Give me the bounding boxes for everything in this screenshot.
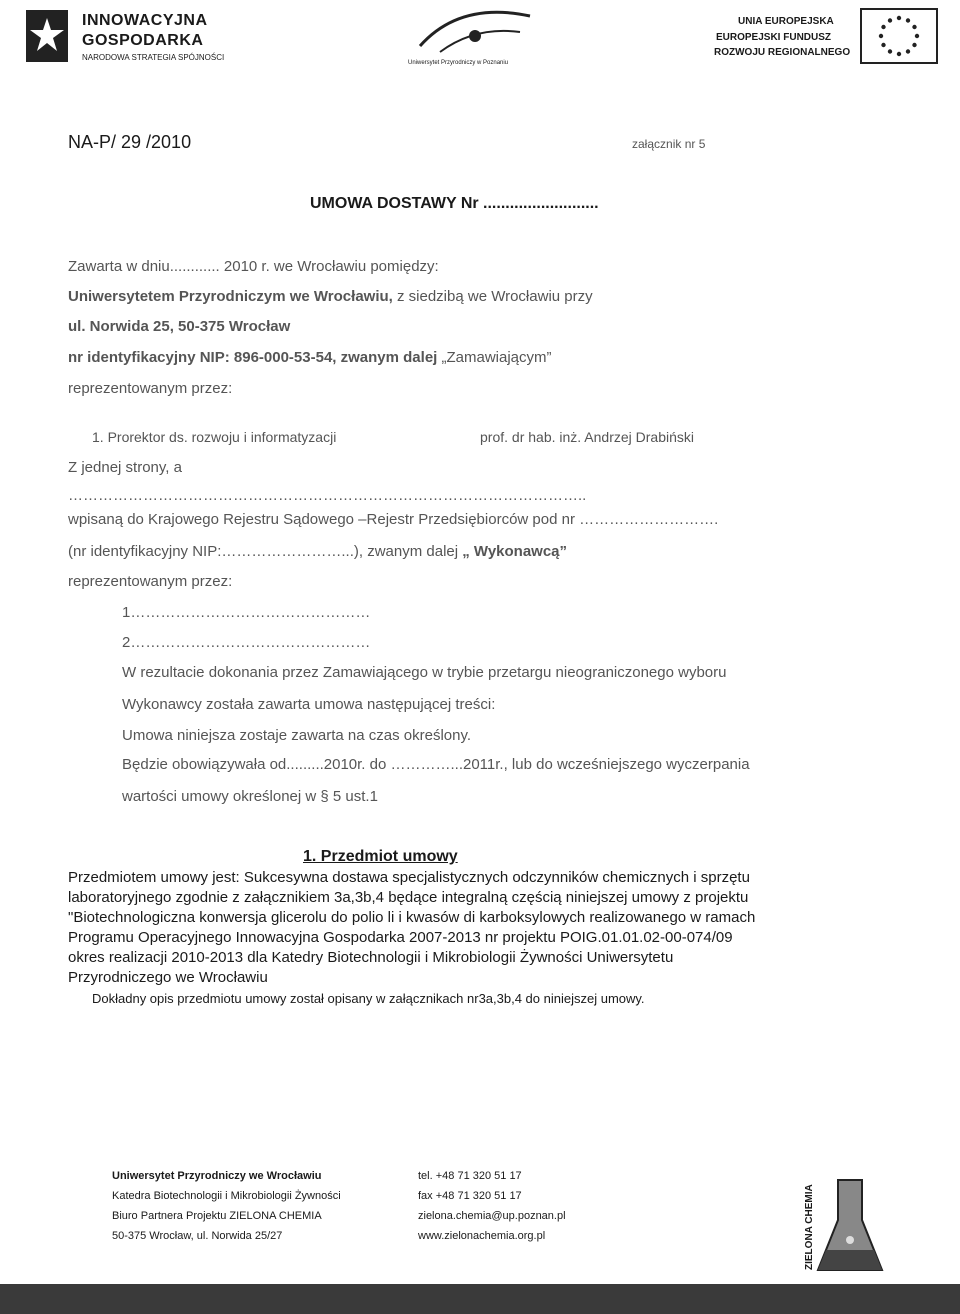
subject-line-1: Przedmiotem umowy jest: Sukcesywna dostawa specjalistycznych odczynników chemicznych i sprzętu: [68, 869, 750, 886]
footer-office: Biuro Partnera Projektu ZIELONA CHEMIA: [112, 1210, 322, 1222]
buyer-name: Uniwersytetem Przyrodniczym we Wrocławiu,: [68, 288, 393, 305]
buyer-representative-name: prof. dr hab. inż. Andrzej Drabiński: [480, 429, 694, 445]
tender-result-line: W rezultacie dokonania przez Zamawiającego w trybie przetargu nieograniczonego wyboru: [122, 664, 727, 681]
contractor-alias: „ Wykonawcą”: [462, 543, 568, 560]
footer-dept: Katedra Biotechnologii i Mikrobiologii Żywności: [112, 1190, 341, 1202]
section-title: 1. Przedmiot umowy: [303, 848, 458, 865]
footer-email: zielona.chemia@up.poznan.pl: [418, 1210, 566, 1222]
contractor-representative-2: 2…………………………………………: [122, 634, 371, 651]
buyer-line: [68, 288, 593, 305]
eu-line1: UNIA EUROPEJSKA: [738, 16, 834, 27]
contractor-nip-line: [68, 543, 567, 560]
document-title: UMOWA DOSTAWY Nr ..........................: [310, 195, 599, 212]
buyer-seat: z siedzibą we Wrocławiu przy: [392, 288, 593, 305]
footer-www: www.zielonachemia.org.pl: [418, 1230, 546, 1242]
fixed-term-line: Umowa niniejsza zostaje zawarta na czas określony.: [122, 727, 472, 744]
buyer-represented-by: reprezentowanym przez:: [68, 380, 233, 397]
contract-value-line: wartości umowy określonej w § 5 ust.1: [122, 788, 378, 805]
contract-date-line: Zawarta w dniu............ 2010 r. we Wrocławiu pomiędzy:: [68, 258, 439, 275]
subject-line-3: "Biotechnologiczna konwersja glicerolu do polio li i kwasów di karboksylowych realizowanego w ramach: [68, 909, 756, 926]
university-emblem-icon: [400, 6, 550, 58]
logo-line3: NARODOWA STRATEGIA SPÓJNOŚCI: [82, 53, 225, 62]
footer-tel: tel. +48 71 320 51 17: [418, 1170, 522, 1182]
eu-line3: ROZWOJU REGIONALNEGO: [714, 47, 851, 58]
flask-icon: [800, 1170, 900, 1280]
eu-logo: [710, 8, 940, 70]
university-logo: [400, 6, 550, 70]
one-side-line: Z jednej strony, a: [68, 459, 182, 476]
subject-line-6: Przyrodniczego we Wrocławiu: [68, 969, 268, 986]
buyer-alias: „Zamawiającym”: [437, 349, 552, 366]
zielona-chemia-text: ZIELONA CHEMIA: [804, 1184, 815, 1270]
document-reference: NA-P/ 29 /2010: [68, 132, 192, 152]
contractor-representative-1: 1…………………………………………: [122, 604, 371, 621]
contractor-represented-by: reprezentowanym przez:: [68, 573, 233, 590]
university-caption: Uniwersytet Przyrodniczy w Poznaniu: [408, 60, 509, 66]
buyer-address: ul. Norwida 25, 50-375 Wrocław: [68, 318, 291, 335]
footer-bar: [0, 1284, 960, 1314]
validity-period-line: Będzie obowiązywała od.........2010r. do …………...2011r., lub do wcześniejszego wyczerpania: [122, 756, 750, 773]
subject-line-5: okres realizacji 2010-2013 dla Katedry Biotechnologii i Mikrobiologii Żywności Uniwersytetu: [68, 949, 674, 966]
contractor-name-placeholder: …………………………………………………………………………………………..: [68, 487, 587, 504]
innowacyjna-gospodarka-logo: [22, 8, 252, 68]
buyer-representative-role: 1. Prorektor ds. rozwoju i informatyzacji: [92, 429, 337, 445]
logo-line2: GOSPODARKA: [82, 32, 204, 49]
attachment-label: załącznik nr 5: [632, 137, 706, 151]
subject-line-2: laboratoryjnego zgodnie z załącznikiem 3a,3b,4 będące integralną częścią niniejszej umowy z projektu: [68, 889, 749, 906]
contractor-registry-line: wpisaną do Krajowego Rejestru Sądowego –Rejestr Przedsiębiorców pod nr ……………………….: [68, 511, 719, 528]
subject-line-4: Programu Operacyjnego Innowacyjna Gospodarka 2007-2013 nr projektu POIG.01.01.02-00-074/09: [68, 929, 733, 946]
buyer-nip-line: [68, 349, 552, 366]
subject-details-line: Dokładny opis przedmiotu umowy został opisany w załącznikach nr3a,3b,4 do niniejszej umowy.: [92, 991, 645, 1006]
zielona-chemia-logo: [800, 1170, 900, 1280]
footer-fax: fax +48 71 320 51 17: [418, 1190, 522, 1202]
eu-flag-icon: [860, 8, 938, 64]
contractor-nip: (nr identyfikacyjny NIP:……………………...), zwanym dalej: [68, 543, 463, 560]
footer-org: Uniwersytet Przyrodniczy we Wrocławiu: [112, 1170, 322, 1182]
star-icon: [22, 8, 72, 64]
contract-concluded-line: Wykonawcy została zawarta umowa następującej treści:: [122, 696, 496, 713]
buyer-nip: nr identyfikacyjny NIP: 896-000-53-54, zwanym dalej: [68, 349, 438, 366]
eu-line2: EUROPEJSKI FUNDUSZ: [716, 32, 832, 43]
footer-address: 50-375 Wrocław, ul. Norwida 25/27: [112, 1230, 283, 1242]
logo-line1: INNOWACYJNA: [82, 12, 208, 29]
